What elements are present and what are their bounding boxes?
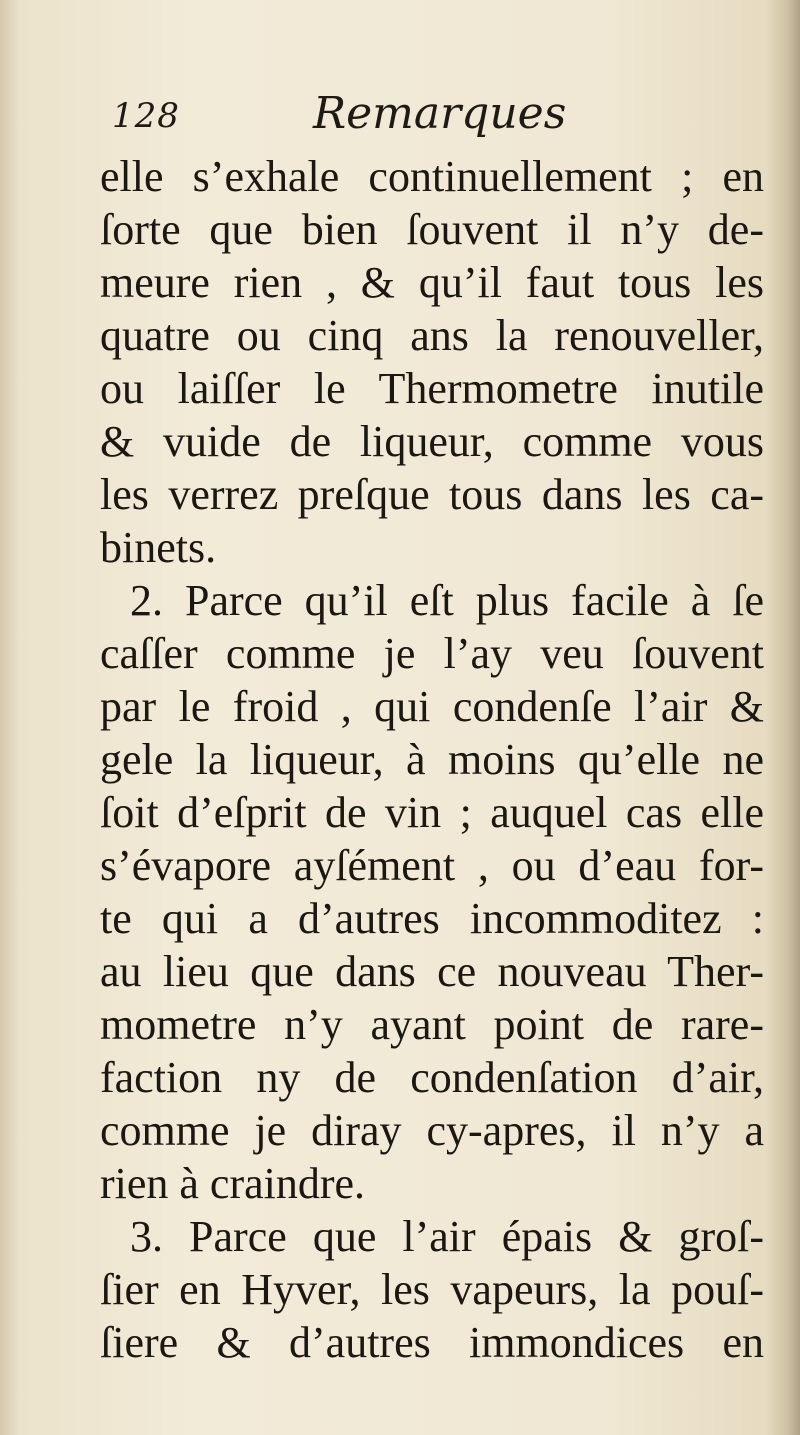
page-header xyxy=(108,88,748,144)
text-line: 3. Parce que l’air épais & groſ- xyxy=(130,1212,764,1261)
text-line: te qui a d’autres incommoditez : xyxy=(100,894,764,943)
text-line: & vuide de liqueur, comme vous xyxy=(100,417,764,466)
text-line: caſſer comme je l’ay veu ſouvent xyxy=(100,629,764,678)
text-line: comme je diray cy-apres, il n’y a xyxy=(100,1106,764,1155)
text-line: au lieu que dans ce nouveau Ther- xyxy=(100,947,764,996)
text-line: faction ny de condenſation d’air, xyxy=(100,1053,764,1102)
text-line: les verrez preſque tous dans les ca- xyxy=(100,470,764,519)
text-line: s’évapore ayſément , ou d’eau for- xyxy=(100,841,764,890)
page-number: 128 xyxy=(112,96,180,136)
text-line: meure rien , & qu’il faut tous les xyxy=(100,258,764,307)
page-edge-shading xyxy=(0,0,20,1435)
text-line: ſier en Hyver, les vapeurs, la pouſ- xyxy=(100,1265,764,1314)
text-line: rien à craindre. xyxy=(100,1159,366,1208)
text-line: ſorte que bien ſouvent il n’y de- xyxy=(100,205,764,254)
text-line: mometre n’y ayant point de rare- xyxy=(100,1000,764,1049)
text-line: par le froid , qui condenſe l’air & xyxy=(100,682,764,731)
text-line: ſoit d’eſprit de vin ; auquel cas elle xyxy=(100,788,764,837)
text-line: binets. xyxy=(100,523,217,572)
text-line: elle s’exhale continuellement ; en xyxy=(100,152,764,201)
text-line: 2. Parce qu’il eſt plus facile à ſe xyxy=(130,576,764,625)
text-line: quatre ou cinq ans la renouveller, xyxy=(100,311,764,360)
body-text xyxy=(100,150,764,1369)
text-line: ſiere & d’autres immondices en xyxy=(100,1318,764,1367)
text-line: gele la liqueur, à moins qu’elle ne xyxy=(100,735,764,784)
spine-shadow xyxy=(766,0,800,1435)
running-head: Remarques xyxy=(313,88,567,139)
text-line: ou laiſſer le Thermometre inutile xyxy=(100,364,764,413)
